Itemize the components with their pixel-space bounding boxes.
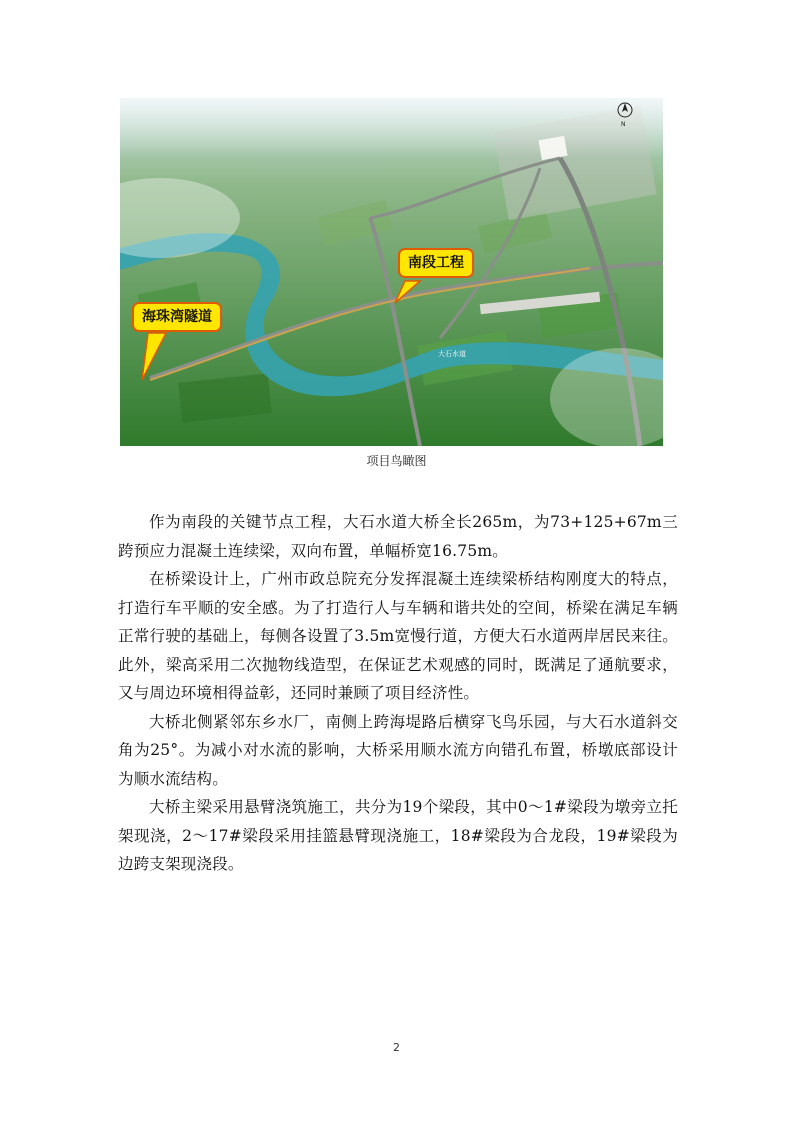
callout-south-section: 南段工程 [398,248,474,278]
callout-haizhu-tunnel: 海珠湾隧道 [132,302,222,332]
page-number: 2 [393,1041,400,1054]
paragraph: 大桥北侧紧邻东乡水厂，南侧上跨海堤路后横穿飞鸟乐园，与大石水道斜交角为25°。为减小对水流的影响，大桥采用顺水流方向错孔布置，桥墩底部设计为顺水流结构。 [118,712,678,788]
paragraph: 作为南段的关键节点工程，大石水道大桥全长265m，为73+125+67m三跨预应力混凝土连续梁，双向布置，单幅桥宽16.75m。 [118,513,678,560]
aerial-map-illustration [120,98,663,446]
paragraph: 在桥梁设计上，广州市政总院充分发挥混凝土连续梁桥结构刚度大的特点，打造行车平顺的安全感。为了打造行人与车辆和谐共处的空间，桥梁在满足车辆正常行驶的基础上，每侧各设置了3.5m宽慢行道，方便大石水道两岸居民来往。此外，梁高采用二次抛物线造型，在保证艺术观感的同时，既满足了通航要求，又与周边环境相得益彰，还同时兼顾了项目经济性。 [118,570,678,702]
paragraph: 大桥主梁采用悬臂浇筑施工，共分为19个梁段，其中0～1#梁段为墩旁立托架现浇，2～17#梁段采用挂篮悬臂现浇施工，18#梁段为合龙段，19#梁段为边跨支架现浇段。 [118,798,678,873]
river-label: 大石水道 [438,350,466,358]
north-label: N [621,121,626,128]
aerial-view-image [120,98,663,446]
article-body [118,508,678,879]
figure-caption: 项目鸟瞰图 [366,454,427,468]
